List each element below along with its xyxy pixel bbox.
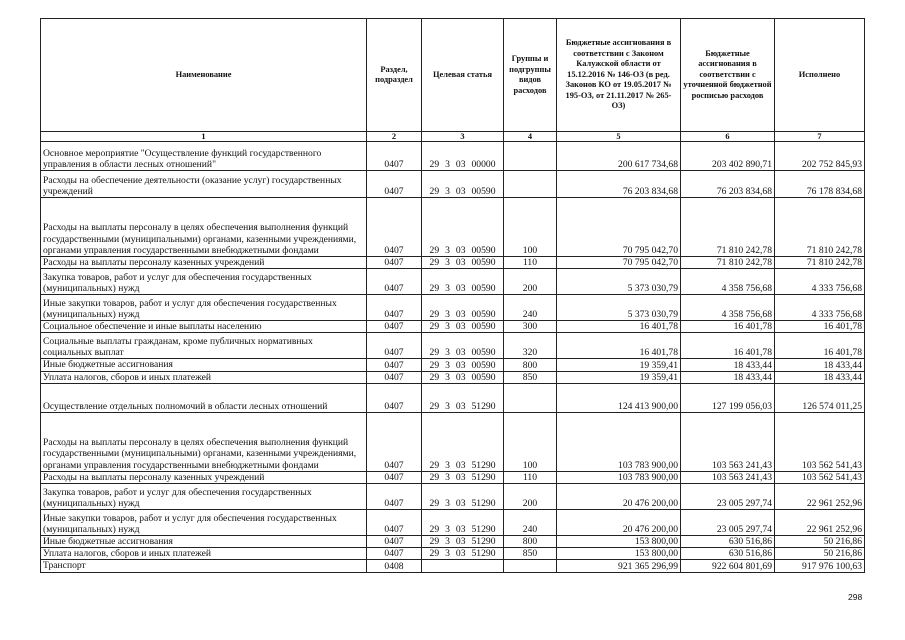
- row-section: 0407: [367, 269, 422, 295]
- target-part: 3: [445, 548, 450, 560]
- row-law-amount: 76 203 834,68: [557, 171, 681, 198]
- row-law-amount: 103 783 900,00: [557, 471, 681, 483]
- table-row: [41, 269, 865, 295]
- row-target-article: [422, 142, 504, 171]
- table-row: [41, 383, 865, 412]
- row-executed-amount: 71 810 242,78: [775, 257, 865, 269]
- row-group: 110: [504, 257, 557, 269]
- row-name: Расходы на выплаты персоналу в целях обеспечения выполнения функций государственными (муниципальными) органами, казенными учреждениями, органами управления государственными внебюджетными фондами: [41, 198, 367, 257]
- target-part: 03: [455, 309, 466, 321]
- row-section: 0407: [367, 198, 422, 257]
- row-target-article: [422, 171, 504, 198]
- row-name: Иные закупки товаров, работ и услуг для обеспечения государственных (муниципальных) нужд: [41, 510, 367, 536]
- row-executed-amount: 917 976 100,63: [775, 560, 865, 572]
- row-refined-amount: 922 604 801,69: [681, 560, 775, 572]
- row-law-amount: 153 800,00: [557, 548, 681, 560]
- target-part: 29: [429, 359, 440, 371]
- table-body: [41, 142, 865, 573]
- row-name: Основное мероприятие "Осуществление функций государственного управления в области лесных отношений": [41, 142, 367, 171]
- row-target-article: [422, 295, 504, 321]
- row-target-article: [422, 333, 504, 359]
- row-executed-amount: 22 961 252,96: [775, 484, 865, 510]
- col-number: 3: [422, 132, 504, 142]
- row-group: 110: [504, 471, 557, 483]
- budget-table: [40, 18, 865, 573]
- row-name: Социальные выплаты гражданам, кроме публичных нормативных социальных выплат: [41, 333, 367, 359]
- row-refined-amount: 76 203 834,68: [681, 171, 775, 198]
- table-row: [41, 536, 865, 548]
- target-part: 51290: [471, 498, 496, 510]
- target-part: 29: [429, 459, 440, 471]
- table-row: [41, 560, 865, 572]
- target-part: 51290: [471, 548, 496, 560]
- row-section: 0407: [367, 371, 422, 383]
- row-name: Расходы на выплаты персоналу в целях обеспечения выполнения функций государственными (муниципальными) органами, казенными учреждениями, органами управления государственными внебюджетными фондами: [41, 412, 367, 471]
- row-section: 0407: [367, 171, 422, 198]
- row-executed-amount: 76 178 834,68: [775, 171, 865, 198]
- row-section: 0407: [367, 333, 422, 359]
- row-executed-amount: 50 216,86: [775, 536, 865, 548]
- row-name: Расходы на выплаты персоналу казенных учреждений: [41, 471, 367, 483]
- row-target-article: [422, 510, 504, 536]
- row-target-article: [422, 257, 504, 269]
- target-part: 03: [455, 245, 466, 256]
- row-target-article: [422, 371, 504, 383]
- target-part: 00590: [471, 359, 496, 371]
- row-executed-amount: 103 562 541,43: [775, 471, 865, 483]
- header-executed: Исполнено: [775, 19, 865, 132]
- row-name: Расходы на выплаты персоналу казенных учреждений: [41, 257, 367, 269]
- row-target-article: [422, 412, 504, 471]
- row-group: 850: [504, 371, 557, 383]
- col-number: 2: [367, 132, 422, 142]
- target-part: 51290: [471, 536, 496, 548]
- header-target: Целевая статья: [422, 19, 504, 132]
- row-refined-amount: 103 563 241,43: [681, 471, 775, 483]
- header-refined: Бюджетные ассигнования в соответствии с уточненной бюджетной росписью расходов: [681, 19, 775, 132]
- target-part: 3: [445, 472, 450, 484]
- row-law-amount: 153 800,00: [557, 536, 681, 548]
- row-law-amount: 16 401,78: [557, 333, 681, 359]
- target-part: 03: [455, 283, 466, 295]
- target-part: 3: [445, 309, 450, 321]
- row-name: Иные бюджетные ассигнования: [41, 536, 367, 548]
- target-part: 3: [445, 524, 450, 536]
- target-part: 00590: [471, 309, 496, 321]
- table-row: [41, 484, 865, 510]
- header-name: Наименование: [41, 19, 367, 132]
- target-part: 00590: [471, 347, 496, 359]
- row-target-article: [422, 321, 504, 333]
- row-executed-amount: 16 401,78: [775, 321, 865, 333]
- target-part: 29: [429, 536, 440, 548]
- row-refined-amount: 71 810 242,78: [681, 198, 775, 257]
- row-law-amount: 16 401,78: [557, 321, 681, 333]
- target-part: 51290: [471, 524, 496, 536]
- row-refined-amount: 71 810 242,78: [681, 257, 775, 269]
- row-group: [504, 383, 557, 412]
- target-part: 00590: [471, 283, 496, 295]
- row-name: Расходы на обеспечение деятельности (оказание услуг) государственных учреждений: [41, 171, 367, 198]
- column-number-row: [41, 132, 865, 142]
- row-name: Уплата налогов, сборов и иных платежей: [41, 548, 367, 560]
- target-part: 03: [455, 548, 466, 560]
- table-row: [41, 257, 865, 269]
- target-part: 29: [429, 524, 440, 536]
- col-number: 5: [557, 132, 681, 142]
- row-refined-amount: 4 358 756,68: [681, 269, 775, 295]
- row-name: Закупка товаров, работ и услуг для обеспечения государственных (муниципальных) нужд: [41, 269, 367, 295]
- target-part: 3: [445, 359, 450, 371]
- row-target-article: [422, 269, 504, 295]
- row-law-amount: 70 795 042,70: [557, 198, 681, 257]
- target-part: 03: [455, 347, 466, 359]
- row-executed-amount: 103 562 541,43: [775, 412, 865, 471]
- row-law-amount: 20 476 200,00: [557, 484, 681, 510]
- row-group: [504, 171, 557, 198]
- row-target-article: [422, 198, 504, 257]
- target-part: 29: [429, 245, 440, 256]
- row-target-article: [422, 359, 504, 371]
- row-target-article: [422, 484, 504, 510]
- table-row: [41, 510, 865, 536]
- row-refined-amount: 4 358 756,68: [681, 295, 775, 321]
- row-refined-amount: 103 563 241,43: [681, 412, 775, 471]
- row-group: 200: [504, 269, 557, 295]
- target-part: 03: [455, 498, 466, 510]
- row-executed-amount: 4 333 756,68: [775, 269, 865, 295]
- row-law-amount: 124 413 900,00: [557, 383, 681, 412]
- target-part: 29: [429, 548, 440, 560]
- target-part: 03: [455, 472, 466, 484]
- row-group: 300: [504, 321, 557, 333]
- row-target-article: [422, 560, 504, 572]
- table-row: [41, 142, 865, 171]
- row-section: 0407: [367, 383, 422, 412]
- header-groups: Группы и подгруппы видов расходов: [504, 19, 557, 132]
- row-name: Закупка товаров, работ и услуг для обеспечения государственных (муниципальных) нужд: [41, 484, 367, 510]
- target-part: 29: [429, 472, 440, 484]
- table-row: [41, 548, 865, 560]
- row-group: 800: [504, 536, 557, 548]
- header-section: Раздел, подраздел: [367, 19, 422, 132]
- row-law-amount: 103 783 900,00: [557, 412, 681, 471]
- target-part: 03: [455, 186, 466, 197]
- row-executed-amount: 16 401,78: [775, 333, 865, 359]
- table-row: [41, 198, 865, 257]
- row-executed-amount: 4 333 756,68: [775, 295, 865, 321]
- row-section: 0408: [367, 560, 422, 572]
- row-refined-amount: 18 433,44: [681, 371, 775, 383]
- target-part: 03: [455, 159, 466, 170]
- row-group: 800: [504, 359, 557, 371]
- row-group: 200: [504, 484, 557, 510]
- row-law-amount: 20 476 200,00: [557, 510, 681, 536]
- row-group: 240: [504, 510, 557, 536]
- row-refined-amount: 16 401,78: [681, 321, 775, 333]
- table-row: [41, 171, 865, 198]
- row-section: 0407: [367, 295, 422, 321]
- row-executed-amount: 22 961 252,96: [775, 510, 865, 536]
- row-group: 240: [504, 295, 557, 321]
- row-refined-amount: 630 516,86: [681, 548, 775, 560]
- row-executed-amount: 71 810 242,78: [775, 198, 865, 257]
- row-target-article: [422, 548, 504, 560]
- target-part: 3: [445, 283, 450, 295]
- row-group: 320: [504, 333, 557, 359]
- row-name: Уплата налогов, сборов и иных платежей: [41, 371, 367, 383]
- row-group: 100: [504, 412, 557, 471]
- row-refined-amount: 23 005 297,74: [681, 510, 775, 536]
- row-section: 0407: [367, 471, 422, 483]
- target-part: 3: [445, 245, 450, 256]
- target-part: 3: [445, 257, 450, 269]
- row-name: Транспорт: [41, 560, 367, 572]
- header-law: Бюджетные ассигнования в соответствии с Законом Калужской области от 15.12.2016 № 146-ОЗ (в ред. Законов КО от 19.05.2017 № 195-ОЗ, от 21.11.2017 № 265-ОЗ): [557, 19, 681, 132]
- target-part: 00590: [471, 321, 496, 333]
- target-part: 51290: [471, 472, 496, 484]
- table-row: [41, 412, 865, 471]
- table-row: [41, 359, 865, 371]
- table-row: [41, 371, 865, 383]
- target-part: 3: [445, 498, 450, 510]
- row-group: [504, 142, 557, 171]
- target-part: 29: [429, 186, 440, 197]
- row-name: Социальное обеспечение и иные выплаты населению: [41, 321, 367, 333]
- target-part: 3: [445, 371, 450, 383]
- row-target-article: [422, 536, 504, 548]
- row-target-article: [422, 471, 504, 483]
- row-refined-amount: 16 401,78: [681, 333, 775, 359]
- page-number: 298: [848, 592, 863, 602]
- target-part: 03: [455, 536, 466, 548]
- target-part: 3: [445, 400, 450, 412]
- row-section: 0407: [367, 321, 422, 333]
- target-part: 03: [455, 321, 466, 333]
- target-part: 03: [455, 459, 466, 471]
- row-section: 0407: [367, 536, 422, 548]
- row-refined-amount: 203 402 890,71: [681, 142, 775, 171]
- target-part: 00590: [471, 371, 496, 383]
- row-section: 0407: [367, 412, 422, 471]
- table-row: [41, 295, 865, 321]
- table-row: [41, 471, 865, 483]
- row-law-amount: 19 359,41: [557, 371, 681, 383]
- row-law-amount: 5 373 030,79: [557, 295, 681, 321]
- row-law-amount: 70 795 042,70: [557, 257, 681, 269]
- row-executed-amount: 126 574 011,25: [775, 383, 865, 412]
- row-group: 850: [504, 548, 557, 560]
- row-section: 0407: [367, 510, 422, 536]
- target-part: 29: [429, 400, 440, 412]
- row-section: 0407: [367, 359, 422, 371]
- row-section: 0407: [367, 484, 422, 510]
- row-executed-amount: 18 433,44: [775, 371, 865, 383]
- target-part: 29: [429, 371, 440, 383]
- target-part: 3: [445, 459, 450, 471]
- target-part: 51290: [471, 400, 496, 412]
- target-part: 3: [445, 536, 450, 548]
- target-part: 3: [445, 186, 450, 197]
- target-part: 3: [445, 159, 450, 170]
- target-part: 3: [445, 321, 450, 333]
- row-section: 0407: [367, 257, 422, 269]
- target-part: 29: [429, 498, 440, 510]
- table-row: [41, 333, 865, 359]
- target-part: 51290: [471, 459, 496, 471]
- row-executed-amount: 50 216,86: [775, 548, 865, 560]
- row-name: Иные закупки товаров, работ и услуг для обеспечения государственных (муниципальных) нужд: [41, 295, 367, 321]
- row-name: Осуществление отдельных полномочий в области лесных отношений: [41, 383, 367, 412]
- row-target-article: [422, 383, 504, 412]
- col-number: 6: [681, 132, 775, 142]
- row-refined-amount: 630 516,86: [681, 536, 775, 548]
- row-name: Иные бюджетные ассигнования: [41, 359, 367, 371]
- target-part: 00590: [471, 186, 496, 197]
- target-part: 03: [455, 257, 466, 269]
- row-group: 100: [504, 198, 557, 257]
- target-part: 00590: [471, 245, 496, 256]
- target-part: 03: [455, 400, 466, 412]
- col-number: 7: [775, 132, 865, 142]
- row-section: 0407: [367, 142, 422, 171]
- row-law-amount: 921 365 296,99: [557, 560, 681, 572]
- target-part: 00000: [471, 159, 496, 170]
- table-row: [41, 321, 865, 333]
- row-law-amount: 5 373 030,79: [557, 269, 681, 295]
- row-executed-amount: 202 752 845,93: [775, 142, 865, 171]
- row-law-amount: 19 359,41: [557, 359, 681, 371]
- target-part: 29: [429, 347, 440, 359]
- target-part: 29: [429, 257, 440, 269]
- col-number: 4: [504, 132, 557, 142]
- row-section: 0407: [367, 548, 422, 560]
- col-number: 1: [41, 132, 367, 142]
- target-part: 3: [445, 347, 450, 359]
- target-part: 29: [429, 283, 440, 295]
- target-part: 03: [455, 371, 466, 383]
- target-part: 03: [455, 524, 466, 536]
- target-part: 29: [429, 321, 440, 333]
- row-executed-amount: 18 433,44: [775, 359, 865, 371]
- target-part: 29: [429, 309, 440, 321]
- target-part: 03: [455, 359, 466, 371]
- row-group: [504, 560, 557, 572]
- target-part: 29: [429, 159, 440, 170]
- row-law-amount: 200 617 734,68: [557, 142, 681, 171]
- row-refined-amount: 23 005 297,74: [681, 484, 775, 510]
- target-part: 00590: [471, 257, 496, 269]
- row-refined-amount: 18 433,44: [681, 359, 775, 371]
- header-row: [41, 19, 865, 132]
- row-refined-amount: 127 199 056,03: [681, 383, 775, 412]
